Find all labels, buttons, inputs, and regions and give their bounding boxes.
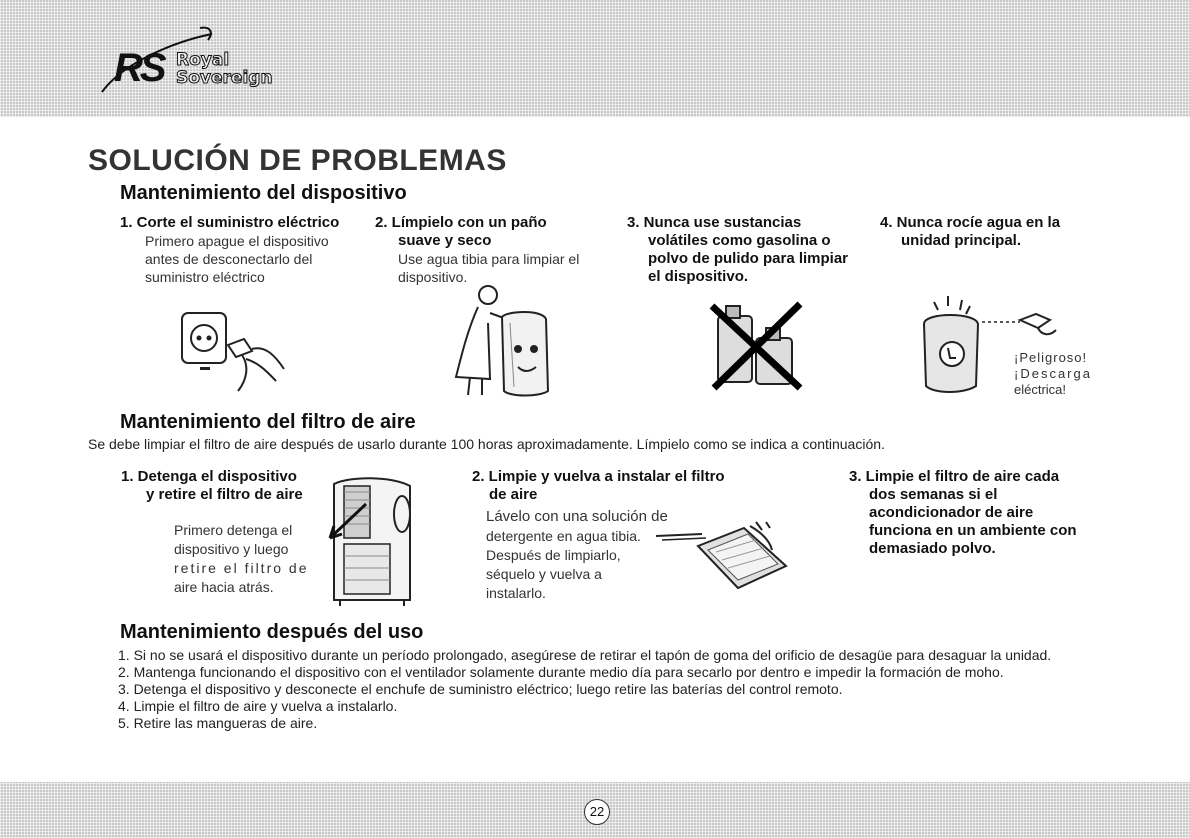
after-use-list bbox=[118, 647, 1128, 732]
device-step-1-line: Primero apague el dispositivo bbox=[145, 233, 329, 249]
device-step-4-line: unidad principal. bbox=[901, 232, 1022, 249]
device-maintenance-heading: Mantenimiento del dispositivo bbox=[120, 182, 407, 204]
filter-step-2-line: instalarlo. bbox=[486, 585, 546, 601]
list-item: 2. Mantenga funcionando el dispositivo con el ventilador solamente durante medio día para secarlo por dentro e impedir la formación de moho. bbox=[118, 664, 1004, 680]
filter-step-1-line: Primero detenga el bbox=[174, 522, 293, 538]
filter-step-1-line: retire el filtro de bbox=[174, 560, 309, 576]
device-step-3-line: 3. Nunca use sustancias bbox=[627, 214, 802, 231]
no-chemicals-illustration bbox=[706, 296, 806, 392]
page-number: 22 bbox=[584, 799, 610, 825]
device-step-2-line: dispositivo. bbox=[398, 269, 468, 285]
warning-line: ¡Peligroso! bbox=[1014, 350, 1088, 365]
filter-step-3-line: funciona en un ambiente con bbox=[869, 522, 1077, 539]
filter-step-2-line: detergente en agua tibia. bbox=[486, 528, 641, 544]
device-step-3-line: volátiles como gasolina o bbox=[648, 232, 831, 249]
device-step-2-title: suave y seco bbox=[398, 232, 492, 249]
crossed-out-chemicals-icon bbox=[706, 296, 806, 392]
warning-line: ¡Descarga bbox=[1014, 366, 1092, 381]
device-step-4-line: 4. Nunca rocíe agua en la bbox=[880, 214, 1061, 231]
filter-removal-illustration bbox=[326, 474, 418, 610]
filter-step-2-title: 2. Limpie y vuelva a instalar el filtro bbox=[472, 468, 725, 485]
warning-line: eléctrica! bbox=[1014, 382, 1067, 397]
air-conditioner-filter-icon bbox=[326, 474, 418, 610]
filter-step-2-line: Después de limpiarlo, bbox=[486, 547, 621, 563]
page-title: SOLUCIÓN DE PROBLEMAS bbox=[88, 144, 507, 177]
cleaning-illustration bbox=[450, 283, 560, 398]
filter-step-1-line: aire hacia atrás. bbox=[174, 579, 274, 595]
power-plug-icon bbox=[180, 305, 290, 395]
person-wiping-icon bbox=[450, 283, 560, 398]
device-step-2-line: Use agua tibia para limpiar el bbox=[398, 251, 580, 267]
filter-step-2-line: Lávelo con una solución de bbox=[486, 508, 668, 525]
washing-filter-icon bbox=[652, 516, 792, 598]
filter-washing-illustration bbox=[652, 516, 792, 598]
device-step-3-line: el dispositivo. bbox=[648, 268, 749, 285]
list-item: 1. Si no se usará el dispositivo durante un período prolongado, asegúrese de retirar el tapón de goma del orificio de desagüe para desaguar la unidad. bbox=[118, 647, 1052, 663]
air-filter-heading: Mantenimiento del filtro de aire bbox=[120, 411, 416, 433]
filter-step-2-title: de aire bbox=[489, 486, 538, 503]
device-step-3-line: polvo de pulido para limpiar bbox=[648, 250, 849, 267]
unplug-illustration bbox=[180, 305, 290, 395]
filter-step-1-title: y retire el filtro de aire bbox=[146, 486, 303, 503]
device-step-1-line: suministro eléctrico bbox=[145, 269, 265, 285]
air-filter-intro: Se debe limpiar el filtro de aire después de usarlo durante 100 horas aproximadamente. Límpielo como se indica a continuación. bbox=[88, 436, 885, 452]
device-step-2-title: 2. Límpielo con un paño bbox=[375, 214, 547, 231]
filter-step-3-line: dos semanas si el bbox=[869, 486, 998, 503]
list-item: 4. Limpie el filtro de aire y vuelva a instalarlo. bbox=[118, 698, 398, 714]
filter-step-3-line: 3. Limpie el filtro de aire cada bbox=[849, 468, 1060, 485]
logo-name-line1: Royal bbox=[176, 50, 230, 70]
filter-step-3-line: acondicionador de aire bbox=[869, 504, 1034, 521]
device-step-1-title: 1. Corte el suministro eléctrico bbox=[120, 214, 340, 231]
brand-logo bbox=[92, 24, 292, 104]
logo-name-line2: Sovereign bbox=[176, 68, 273, 88]
list-item: 5. Retire las mangueras de aire. bbox=[118, 715, 318, 731]
device-step-1-line: antes de desconectarlo del bbox=[145, 251, 313, 267]
after-use-heading: Mantenimiento después del uso bbox=[120, 621, 424, 643]
logo-mark: RS bbox=[114, 46, 164, 90]
filter-step-3-line: demasiado polvo. bbox=[869, 540, 996, 557]
filter-step-2-line: séquelo y vuelva a bbox=[486, 566, 602, 582]
filter-step-1-title: 1. Detenga el dispositivo bbox=[121, 468, 297, 485]
filter-step-1-line: dispositivo y luego bbox=[174, 541, 289, 557]
list-item: 3. Detenga el dispositivo y desconecte el enchufe de suministro eléctrico; luego retire las baterías del control remoto. bbox=[118, 681, 843, 697]
